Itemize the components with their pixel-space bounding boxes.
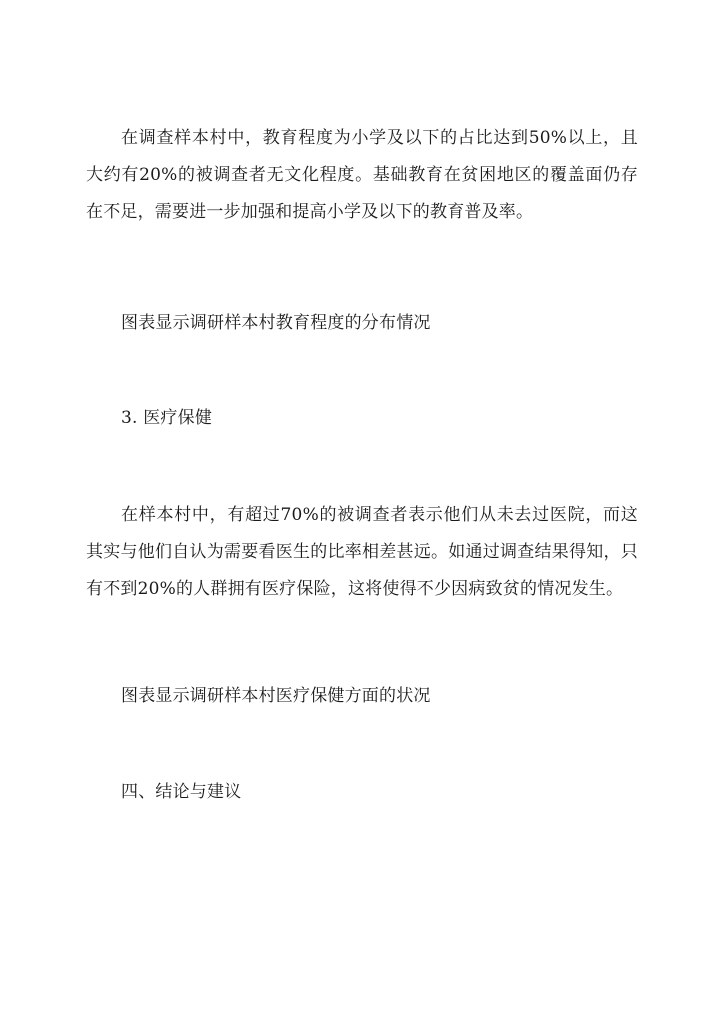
section-heading-healthcare: 3. 医疗保健 — [121, 408, 213, 428]
caption-healthcare-chart: 图表显示调研样本村医疗保健方面的状况 — [121, 686, 431, 706]
section-heading-conclusion: 四、结论与建议 — [121, 782, 242, 802]
paragraph-healthcare: 在样本村中，有超过70%的被调查者表示他们从未去过医院，而这其实与他们自认为需要看医生的比率相差甚远。如通过调查结果得知，只有不到20%的人群拥有医疗保险，这将使得不少因病致贫的情况发生。 — [86, 505, 638, 599]
caption-education-chart: 图表显示调研样本村教育程度的分布情况 — [121, 313, 431, 333]
paragraph-education: 在调查样本村中，教育程度为小学及以下的占比达到50%以上，且大约有20%的被调查者无文化程度。基础教育在贫困地区的覆盖面仍存在不足，需要进一步加强和提高小学及以下的教育普及率。 — [86, 128, 638, 222]
